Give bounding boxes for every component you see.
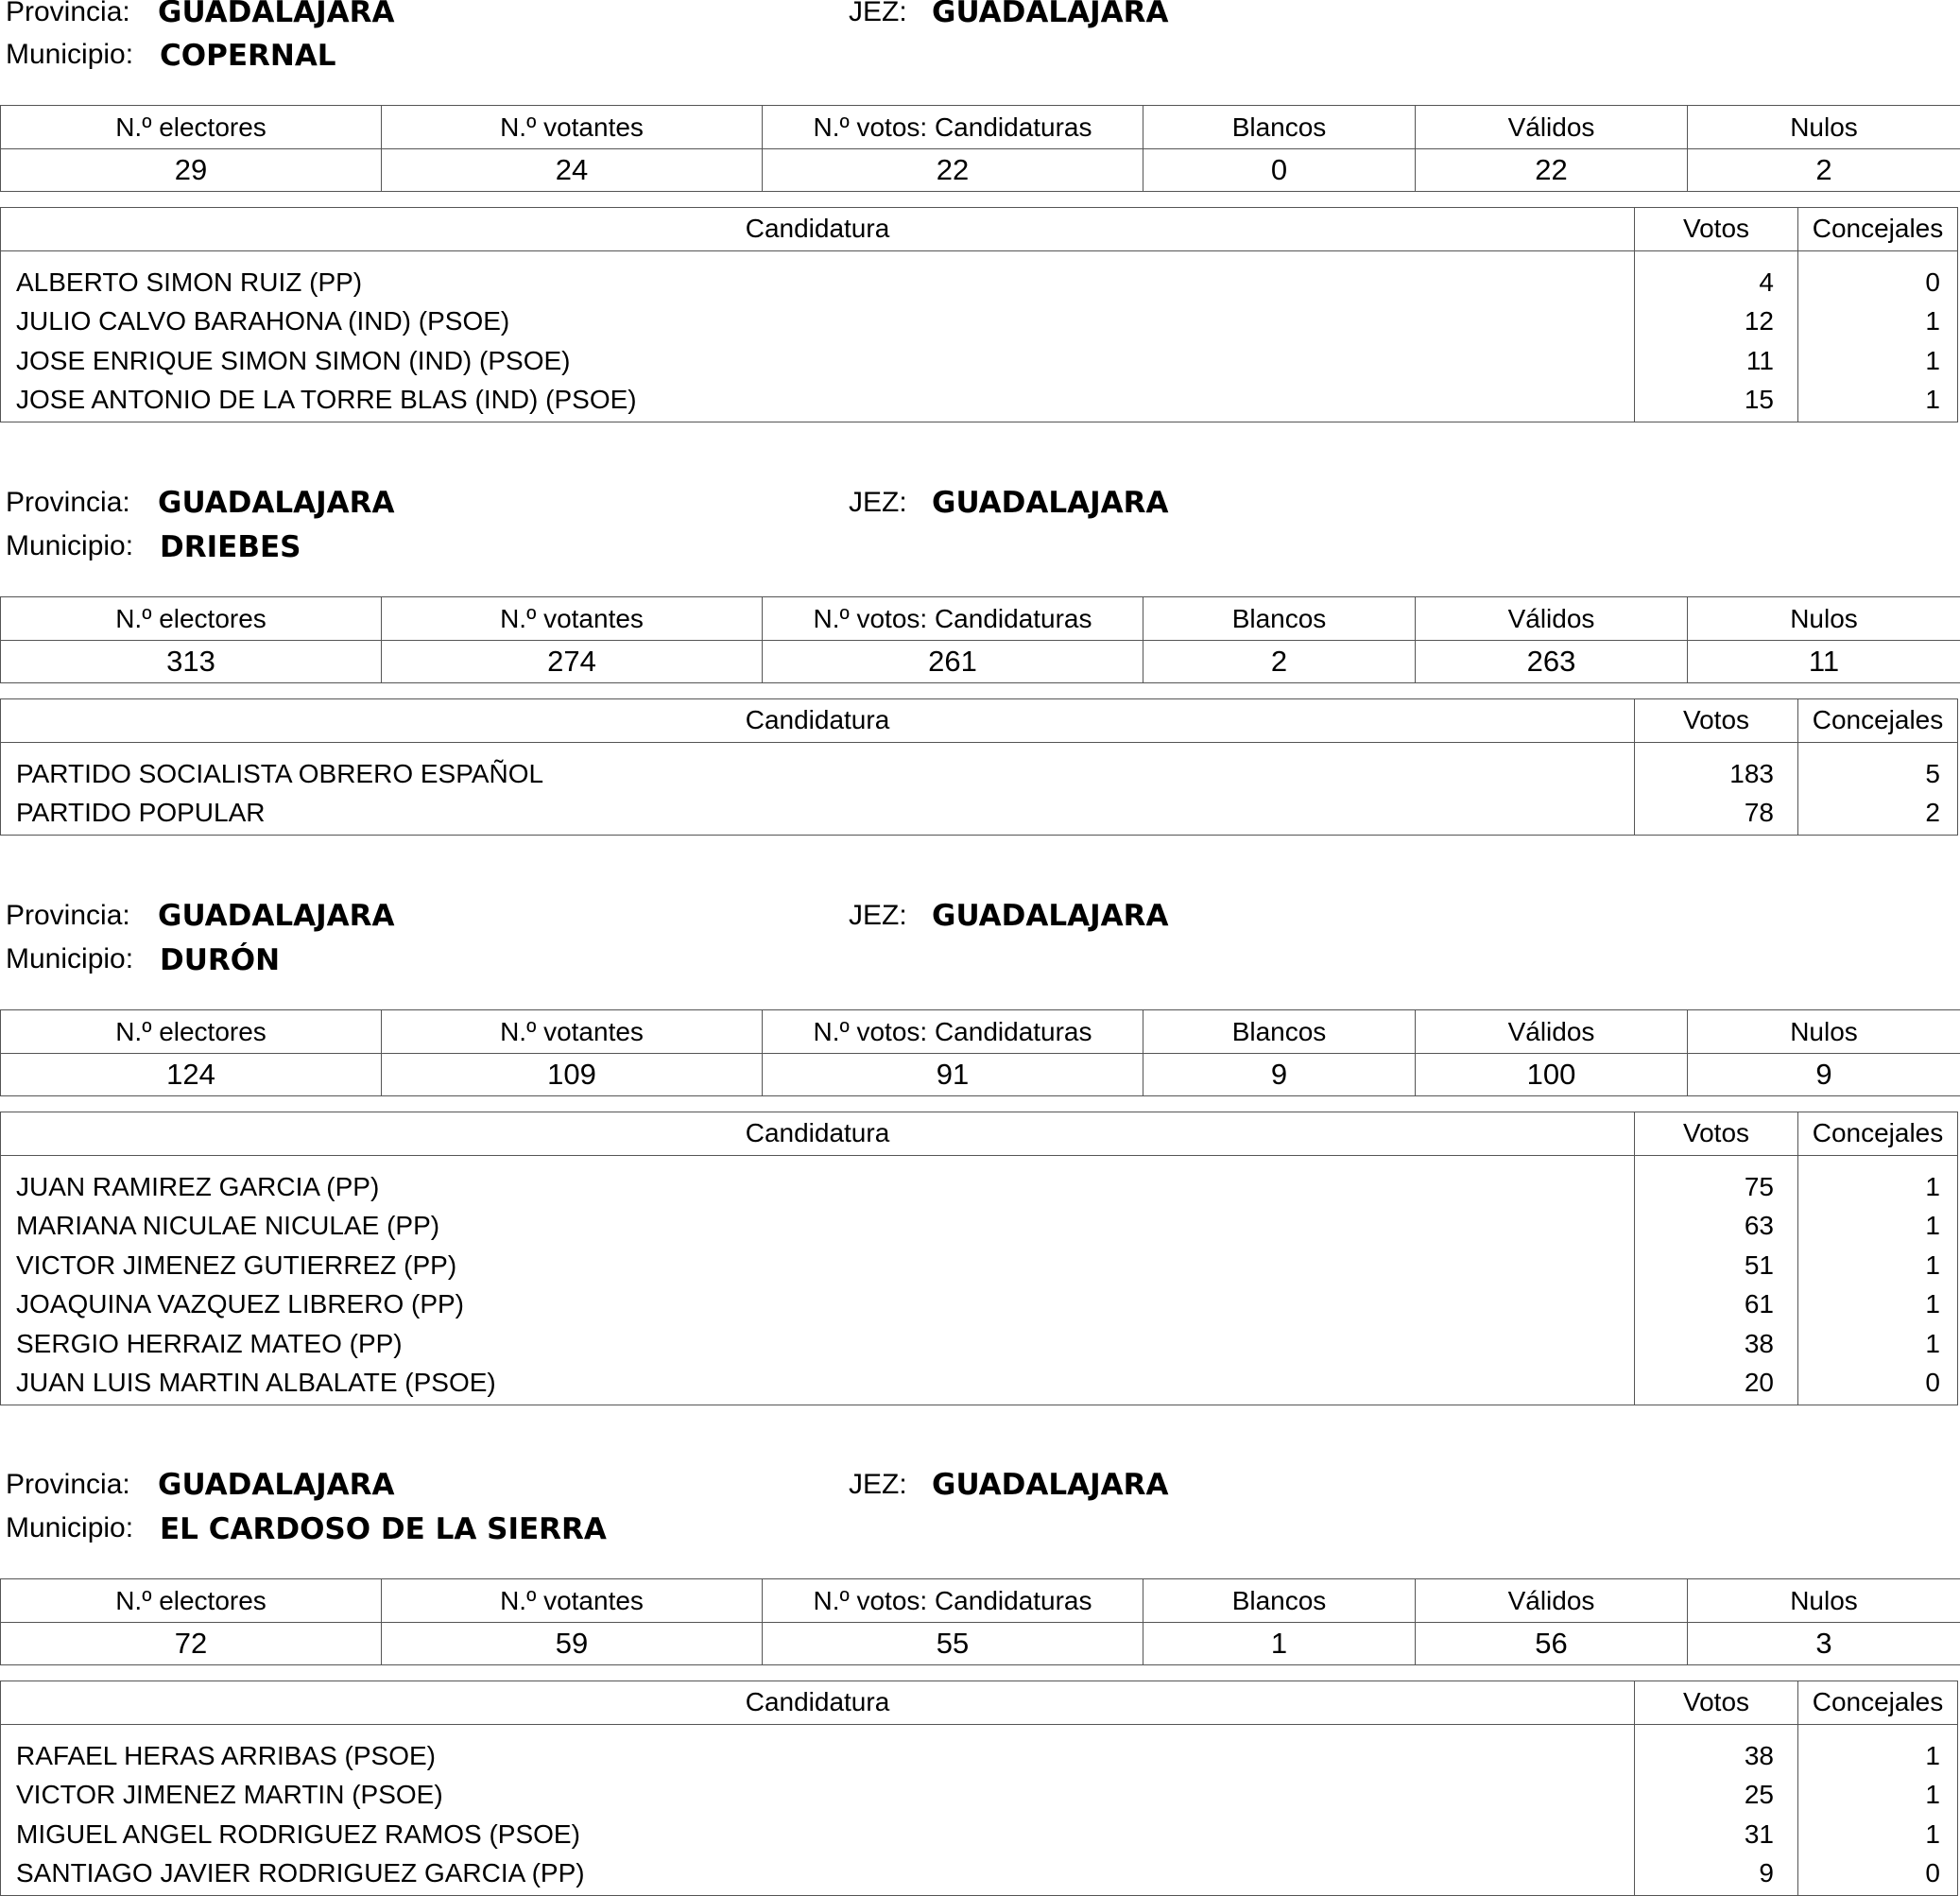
- candidate-name: JUAN RAMIREZ GARCIA (PP): [1, 1172, 1634, 1202]
- candidate-name: SANTIAGO JAVIER RODRIGUEZ GARCIA (PP): [1, 1858, 1634, 1888]
- candidatura-header: Candidatura: [1, 1681, 1635, 1724]
- table-row: [1, 1736, 1957, 1776]
- candidate-name: VICTOR JIMENEZ GUTIERREZ (PP): [1, 1250, 1634, 1281]
- candidate-concejales: 1: [1797, 1819, 1957, 1850]
- blancos-header: Blancos: [1143, 1579, 1416, 1623]
- candidate-name: JULIO CALVO BARAHONA (IND) (PSOE): [1, 306, 1634, 336]
- votantes-value: 109: [382, 1054, 763, 1096]
- concejales-header: Concejales: [1798, 1112, 1957, 1155]
- votantes-value: 274: [382, 641, 763, 683]
- table-row: [1, 1324, 1957, 1364]
- table-row: [1, 302, 1957, 342]
- votos-candidaturas-header: N.º votos: Candidaturas: [763, 1579, 1143, 1623]
- votos-candidaturas-value: 261: [763, 641, 1143, 683]
- table-row: [1, 1167, 1957, 1207]
- candidate-name: JOSE ANTONIO DE LA TORRE BLAS (IND) (PSOE): [1, 385, 1634, 415]
- concejales-header: Concejales: [1798, 208, 1957, 250]
- candidates-table: [0, 207, 1958, 422]
- validos-header: Válidos: [1416, 106, 1688, 149]
- nulos-value: 3: [1688, 1623, 1960, 1665]
- candidate-votos: 63: [1634, 1211, 1797, 1241]
- candidate-name: PARTIDO SOCIALISTA OBRERO ESPAÑOL: [1, 759, 1634, 789]
- provincia-value: GUADALAJARA: [158, 487, 395, 519]
- table-row: [1, 1815, 1957, 1854]
- votos-candidaturas-header: N.º votos: Candidaturas: [763, 1010, 1143, 1054]
- table-row: [1, 1285, 1957, 1325]
- candidate-concejales: 1: [1797, 346, 1957, 376]
- validos-header: Válidos: [1416, 1579, 1688, 1623]
- candidate-votos: 12: [1634, 306, 1797, 336]
- nulos-value: 2: [1688, 149, 1960, 192]
- candidate-votos: 61: [1634, 1289, 1797, 1319]
- candidate-concejales: 1: [1797, 1172, 1957, 1202]
- jez-value: GUADALAJARA: [932, 1469, 1169, 1501]
- candidate-concejales: 2: [1797, 798, 1957, 828]
- jez-label: JEZ:: [849, 900, 907, 932]
- validos-value: 263: [1416, 641, 1688, 683]
- candidates-table: [0, 1112, 1958, 1405]
- candidatura-header: Candidatura: [1, 1112, 1635, 1155]
- validos-header: Válidos: [1416, 597, 1688, 641]
- jez-value: GUADALAJARA: [932, 900, 1169, 932]
- electores-value: 124: [1, 1054, 382, 1096]
- concejales-header: Concejales: [1798, 1681, 1957, 1724]
- votos-candidaturas-value: 22: [763, 149, 1143, 192]
- votantes-header: N.º votantes: [382, 597, 763, 641]
- candidate-concejales: 0: [1797, 267, 1957, 298]
- electores-header: N.º electores: [1, 1579, 382, 1623]
- electores-header: N.º electores: [1, 106, 382, 149]
- stats-table: [0, 1578, 1960, 1665]
- candidate-concejales: 0: [1797, 1858, 1957, 1888]
- votos-header: Votos: [1635, 1112, 1798, 1155]
- municipio-value: DURÓN: [160, 944, 280, 976]
- provincia-value: GUADALAJARA: [158, 1469, 395, 1501]
- provincia-label: Provincia:: [6, 900, 130, 932]
- stats-table: [0, 1009, 1960, 1096]
- votos-candidaturas-header: N.º votos: Candidaturas: [763, 597, 1143, 641]
- candidate-concejales: 1: [1797, 1289, 1957, 1319]
- candidatura-header: Candidatura: [1, 699, 1635, 742]
- nulos-value: 9: [1688, 1054, 1960, 1096]
- electores-value: 29: [1, 149, 382, 192]
- candidate-concejales: 5: [1797, 759, 1957, 789]
- provincia-label: Provincia:: [6, 1469, 130, 1501]
- table-row: [1, 1246, 1957, 1285]
- candidate-votos: 75: [1634, 1172, 1797, 1202]
- candidate-name: JOAQUINA VAZQUEZ LIBRERO (PP): [1, 1289, 1634, 1319]
- blancos-value: 2: [1143, 641, 1416, 683]
- nulos-header: Nulos: [1688, 597, 1960, 641]
- table-row: [1, 1854, 1957, 1894]
- blancos-value: 1: [1143, 1623, 1416, 1665]
- municipio-value: DRIEBES: [160, 531, 301, 563]
- municipio-label: Municipio:: [6, 530, 133, 562]
- candidate-votos: 9: [1634, 1858, 1797, 1888]
- electores-value: 72: [1, 1623, 382, 1665]
- votantes-value: 24: [382, 149, 763, 192]
- votos-candidaturas-value: 91: [763, 1054, 1143, 1096]
- jez-label: JEZ:: [849, 487, 907, 519]
- blancos-header: Blancos: [1143, 1010, 1416, 1054]
- validos-value: 22: [1416, 149, 1688, 192]
- candidate-name: SERGIO HERRAIZ MATEO (PP): [1, 1329, 1634, 1359]
- validos-header: Válidos: [1416, 1010, 1688, 1054]
- table-row: [1, 1364, 1957, 1404]
- candidate-concejales: 1: [1797, 1329, 1957, 1359]
- nulos-header: Nulos: [1688, 106, 1960, 149]
- blancos-header: Blancos: [1143, 597, 1416, 641]
- candidate-votos: 11: [1634, 346, 1797, 376]
- concejales-header: Concejales: [1798, 699, 1957, 742]
- nulos-header: Nulos: [1688, 1010, 1960, 1054]
- table-row: [1, 794, 1957, 834]
- candidate-name: MIGUEL ANGEL RODRIGUEZ RAMOS (PSOE): [1, 1819, 1634, 1850]
- candidate-concejales: 1: [1797, 385, 1957, 415]
- votantes-header: N.º votantes: [382, 106, 763, 149]
- candidate-name: MARIANA NICULAE NICULAE (PP): [1, 1211, 1634, 1241]
- votos-header: Votos: [1635, 699, 1798, 742]
- votos-candidaturas-header: N.º votos: Candidaturas: [763, 106, 1143, 149]
- candidate-name: JOSE ENRIQUE SIMON SIMON (IND) (PSOE): [1, 346, 1634, 376]
- jez-value: GUADALAJARA: [932, 0, 1169, 28]
- candidate-votos: 25: [1634, 1780, 1797, 1810]
- provincia-value: GUADALAJARA: [158, 0, 395, 28]
- jez-label: JEZ:: [849, 1469, 907, 1501]
- table-row: [1, 1207, 1957, 1247]
- candidate-concejales: 1: [1797, 306, 1957, 336]
- validos-value: 56: [1416, 1623, 1688, 1665]
- table-row: [1, 341, 1957, 381]
- candidate-votos: 183: [1634, 759, 1797, 789]
- candidates-table: [0, 698, 1958, 836]
- votos-header: Votos: [1635, 1681, 1798, 1724]
- blancos-value: 0: [1143, 149, 1416, 192]
- candidate-concejales: 0: [1797, 1368, 1957, 1398]
- blancos-header: Blancos: [1143, 106, 1416, 149]
- municipio-label: Municipio:: [6, 1512, 133, 1544]
- candidate-name: ALBERTO SIMON RUIZ (PP): [1, 267, 1634, 298]
- candidate-concejales: 1: [1797, 1211, 1957, 1241]
- votantes-header: N.º votantes: [382, 1579, 763, 1623]
- provincia-label: Provincia:: [6, 487, 130, 519]
- table-row: [1, 381, 1957, 421]
- provincia-label: Provincia:: [6, 0, 130, 28]
- blancos-value: 9: [1143, 1054, 1416, 1096]
- municipio-label: Municipio:: [6, 39, 133, 71]
- table-row: [1, 263, 1957, 302]
- jez-value: GUADALAJARA: [932, 487, 1169, 519]
- votos-candidaturas-value: 55: [763, 1623, 1143, 1665]
- candidates-table: [0, 1681, 1958, 1896]
- candidate-votos: 78: [1634, 798, 1797, 828]
- candidate-votos: 31: [1634, 1819, 1797, 1850]
- electores-value: 313: [1, 641, 382, 683]
- stats-table: [0, 596, 1960, 683]
- nulos-value: 11: [1688, 641, 1960, 683]
- electores-header: N.º electores: [1, 1010, 382, 1054]
- validos-value: 100: [1416, 1054, 1688, 1096]
- votantes-value: 59: [382, 1623, 763, 1665]
- table-row: [1, 754, 1957, 794]
- table-row: [1, 1776, 1957, 1816]
- candidate-name: JUAN LUIS MARTIN ALBALATE (PSOE): [1, 1368, 1634, 1398]
- municipio-label: Municipio:: [6, 943, 133, 975]
- jez-label: JEZ:: [849, 0, 907, 28]
- candidatura-header: Candidatura: [1, 208, 1635, 250]
- candidate-votos: 38: [1634, 1329, 1797, 1359]
- municipio-value: COPERNAL: [160, 40, 336, 72]
- nulos-header: Nulos: [1688, 1579, 1960, 1623]
- candidate-name: PARTIDO POPULAR: [1, 798, 1634, 828]
- electores-header: N.º electores: [1, 597, 382, 641]
- candidate-concejales: 1: [1797, 1250, 1957, 1281]
- municipio-value: EL CARDOSO DE LA SIERRA: [160, 1513, 607, 1545]
- candidate-concejales: 1: [1797, 1780, 1957, 1810]
- provincia-value: GUADALAJARA: [158, 900, 395, 932]
- stats-table: [0, 105, 1960, 192]
- candidate-votos: 38: [1634, 1741, 1797, 1771]
- candidate-votos: 4: [1634, 267, 1797, 298]
- votantes-header: N.º votantes: [382, 1010, 763, 1054]
- candidate-votos: 15: [1634, 385, 1797, 415]
- candidate-name: RAFAEL HERAS ARRIBAS (PSOE): [1, 1741, 1634, 1771]
- candidate-concejales: 1: [1797, 1741, 1957, 1771]
- candidate-votos: 20: [1634, 1368, 1797, 1398]
- candidate-name: VICTOR JIMENEZ MARTIN (PSOE): [1, 1780, 1634, 1810]
- votos-header: Votos: [1635, 208, 1798, 250]
- candidate-votos: 51: [1634, 1250, 1797, 1281]
